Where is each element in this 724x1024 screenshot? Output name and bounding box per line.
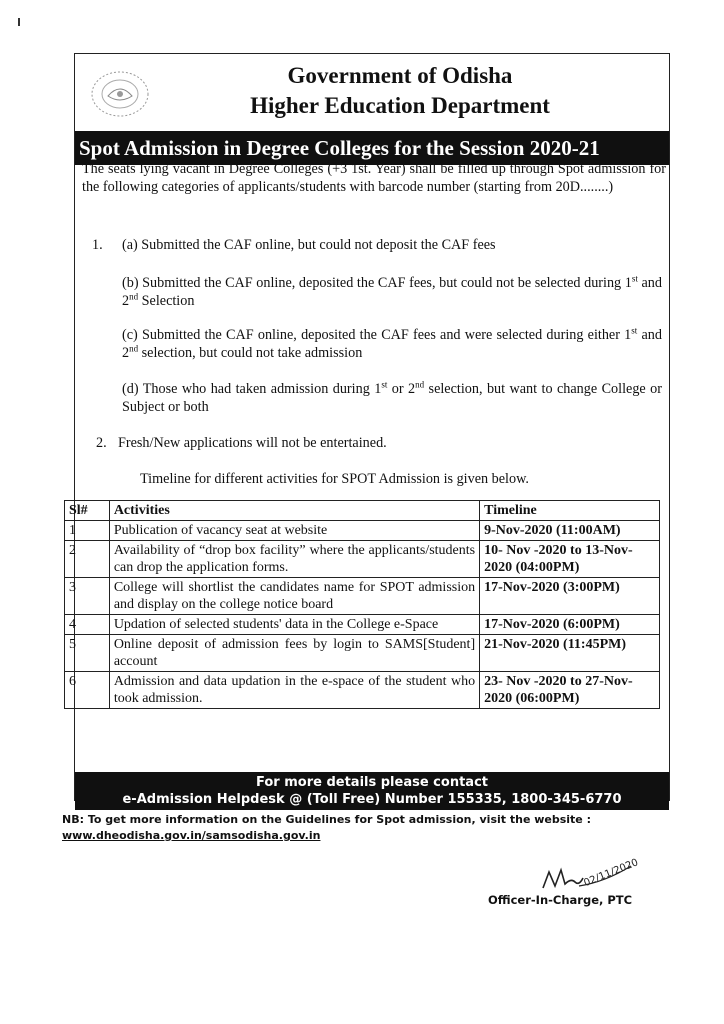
cell-timeline: 23- Nov -2020 to 27-Nov-2020 (06:00PM) bbox=[480, 672, 660, 709]
cell-timeline: 17-Nov-2020 (3:00PM) bbox=[480, 578, 660, 615]
cell-timeline: 10- Nov -2020 to 13-Nov-2020 (04:00PM) bbox=[480, 541, 660, 578]
table-header-row bbox=[65, 501, 660, 521]
cell-sl: 4 bbox=[65, 615, 110, 635]
item-b: (b) Submitted the CAF online, deposited the CAF fees, but could not be selected during 1st and 2nd Selection bbox=[122, 273, 662, 309]
header-sl: Sl# bbox=[65, 501, 110, 521]
timeline-table bbox=[64, 500, 660, 709]
cell-sl: 2 bbox=[65, 541, 110, 578]
cell-activity: Admission and data updation in the e-space of the student who took admission. bbox=[109, 672, 479, 709]
cell-activity: Publication of vacancy seat at website bbox=[109, 521, 479, 541]
department-name: Higher Education Department bbox=[250, 93, 550, 118]
table-row bbox=[65, 615, 660, 635]
cell-sl: 3 bbox=[65, 578, 110, 615]
table-row bbox=[65, 635, 660, 672]
signature-date: 02/11/2020 bbox=[582, 857, 640, 889]
cell-sl: 6 bbox=[65, 672, 110, 709]
helpdesk-banner bbox=[75, 772, 669, 810]
intro-paragraph: The seats lying vacant in Degree Colleges (+3 1st. Year) shall be filled up through Spot admission for the following categories of applicants/students with barcode number (starting from 20D........) bbox=[82, 161, 666, 195]
cell-sl: 1 bbox=[65, 521, 110, 541]
cell-activity: Updation of selected students' data in the College e-Space bbox=[109, 615, 479, 635]
org-name: Government of Odisha bbox=[287, 63, 513, 88]
item-c: (c) Submitted the CAF online, deposited the CAF fees and were selected during either 1st and 2nd selection, but could not take admission bbox=[122, 325, 662, 361]
cell-activity: Online deposit of admission fees by login to SAMS[Student] account bbox=[109, 635, 479, 672]
cell-timeline: 17-Nov-2020 (6:00PM) bbox=[480, 615, 660, 635]
cell-timeline: 9-Nov-2020 (11:00AM) bbox=[480, 521, 660, 541]
odisha-emblem-icon bbox=[80, 64, 160, 124]
cell-activity: College will shortlist the candidates name for SPOT admission and display on the college notice board bbox=[109, 578, 479, 615]
helpdesk-line1: For more details please contact bbox=[256, 775, 488, 790]
cell-timeline: 21-Nov-2020 (11:45PM) bbox=[480, 635, 660, 672]
cell-activity: Availability of “drop box facility” where the applicants/students can drop the application forms. bbox=[109, 541, 479, 578]
helpdesk-line2: e-Admission Helpdesk @ (Toll Free) Number 155335, 1800-345-6770 bbox=[122, 792, 622, 807]
table-row bbox=[65, 672, 660, 709]
item-2: Fresh/New applications will not be entertained. bbox=[118, 435, 387, 451]
table-row bbox=[65, 578, 660, 615]
item-a: (a) Submitted the CAF online, but could not deposit the CAF fees bbox=[122, 237, 496, 253]
list-number-1: 1. bbox=[92, 237, 103, 253]
nb-text: NB: To get more information on the Guidelines for Spot admission, visit the website : bbox=[62, 813, 591, 826]
table-row bbox=[65, 541, 660, 578]
table-row bbox=[65, 521, 660, 541]
cell-sl: 5 bbox=[65, 635, 110, 672]
header-timeline: Timeline bbox=[480, 501, 660, 521]
website-link[interactable]: www.dheodisha.gov.in/samsodisha.gov.in bbox=[62, 829, 321, 842]
nb-note bbox=[62, 812, 662, 844]
item-d: (d) Those who had taken admission during 1st or 2nd selection, but want to change College or Subject or both bbox=[122, 379, 662, 415]
list-number-2: 2. bbox=[96, 435, 107, 451]
officer-title: Officer-In-Charge, PTC bbox=[488, 893, 633, 907]
header-activities: Activities bbox=[109, 501, 479, 521]
notice-title-banner: Spot Admission in Degree Colleges for the Session 2020-21 bbox=[75, 131, 669, 165]
scan-mark bbox=[18, 18, 20, 26]
timeline-intro: Timeline for different activities for SPOT Admission is given below. bbox=[140, 471, 529, 487]
